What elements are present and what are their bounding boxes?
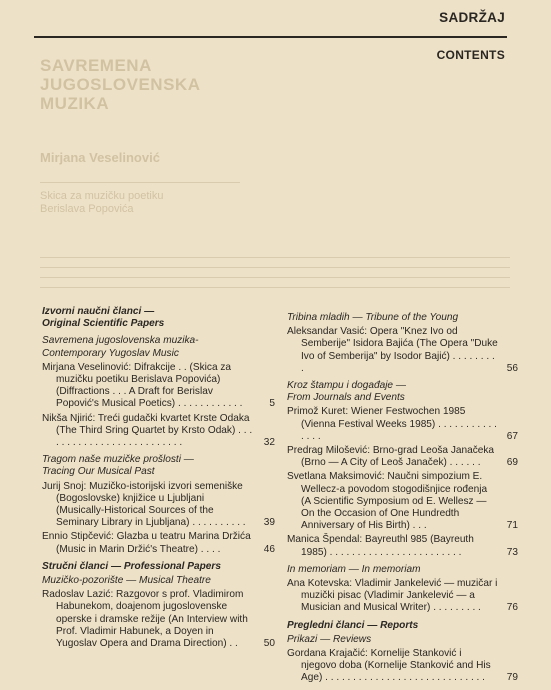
toc-entry-title: Radoslav Lazić: Razgovor s prof. Vladimirom Habunekom, doajenom jugoslovenske operske i dramske režije (An Interview with Prof. Vladimir Habunek, a Doyen in Yugoslav Opera and Drama Direction) . . — [42, 589, 248, 650]
ghost-subtitle: Skica za muzičku poetiku Berislava Popovića — [40, 190, 164, 215]
ghost-author: Mirjana Veselinović — [40, 150, 160, 165]
toc-entry[interactable] — [42, 413, 275, 450]
subsection-heading: Muzičko-pozorište — Musical Theatre — [42, 575, 211, 587]
toc-entry-page: 73 — [506, 546, 518, 558]
subsection-heading-sr: Savremena jugoslovenska muzika- — [42, 335, 199, 347]
toc-entry-page: 79 — [506, 672, 518, 684]
subsection-heading: Tribina mladih — Tribune of the Young — [287, 312, 459, 323]
toc-entry[interactable] — [42, 481, 275, 530]
toc-entry-page: 5 — [269, 398, 275, 410]
section-heading-en: Original Scientific Papers — [42, 318, 165, 330]
subsection-heading — [42, 335, 275, 359]
toc-entry-title: Aleksandar Vasić: Opera "Knez Ivo od Semberije" Isidora Bajića (The Opera "Duke Ivo of Semberija" by Isodor Bajić) . . . . . . . . . — [287, 326, 498, 374]
toc-entry[interactable] — [287, 406, 518, 443]
toc-entry[interactable] — [287, 648, 518, 685]
subsection-heading: Prikazi — Reviews — [287, 633, 372, 645]
toc-entry-title: Primož Kuret: Wiener Festwochen 1985 (Vienna Festival Weeks 1985) . . . . . . . . . . . . . . . — [287, 406, 497, 442]
toc-entry-page: 46 — [263, 543, 275, 555]
toc-entry-page: 39 — [263, 517, 275, 529]
left-column — [42, 306, 275, 652]
toc-entry[interactable] — [287, 534, 518, 558]
ghost-heading: SAVREMENA JUGOSLOVENSKA MUZIKA — [40, 56, 200, 113]
toc-entry-page: 67 — [506, 430, 518, 442]
toc-entry-title: Ana Kotevska: Vladimir Jankelević — muzičar i muzički pisac (Vladimir Jankelević — a Musician and Musical Writer) . . . . . . . . . — [287, 578, 498, 614]
page-title: SADRŽAJ — [439, 10, 505, 25]
toc-entry-page: 32 — [263, 437, 275, 449]
subsection-heading-sr: Kroz štampu i događaje — — [287, 380, 406, 392]
subsection-heading-sr: Tragom naše muzičke prošlosti — — [42, 454, 194, 466]
toc-entry-title: Predrag Milošević: Brno-grad Leoša Janačeka (Brno — A City of Leoš Janaček) . . . . . . — [287, 445, 495, 469]
toc-entry[interactable] — [42, 589, 275, 650]
page-subtitle: CONTENTS — [436, 48, 505, 62]
right-column — [287, 312, 518, 687]
section-heading-sr: Izvorni naučni članci — — [42, 306, 155, 317]
subsection-heading-en: From Journals and Events — [287, 392, 405, 404]
toc-entry[interactable] — [287, 471, 518, 532]
section-heading: Pregledni članci — Reports — [287, 619, 419, 631]
toc-entry-page: 76 — [506, 602, 518, 614]
toc-entry-page: 71 — [506, 520, 518, 532]
toc-entry-title: Mirjana Veselinović: Difrakcije . . (Skica za muzičku poetiku Berislava Popovića) (Diffractions . . . A Draft for Berislav Popović's Musical Poetics) . . . . . . . . . . . . — [42, 361, 243, 410]
toc-entry-title: Jurij Snoj: Muzičko-istorijski izvori semeniške (Bogoslovske) knjižice u Ljubljani (Musically-Historical Sources of the Seminary Library in Ljubljana) . . . . . . . . . . — [42, 480, 246, 529]
ghost-line — [40, 267, 510, 268]
ghost-line — [40, 277, 510, 278]
toc-entry-page: 50 — [263, 638, 275, 650]
section-heading: Stručni članci — Professional Papers — [42, 560, 221, 572]
subsection-heading-en: Tracing Our Musical Past — [42, 466, 155, 478]
subsection-heading: In memoriam — In memoriam — [287, 563, 421, 575]
header-rule — [34, 36, 507, 38]
toc-entry-title: Nikša Njirić: Treći gudački kvartet Krste Odaka (The Third Sring Quartet by Krsto Odak) . . . . . . . . . . . . . . . . . . . . . . . . . . — [42, 412, 253, 449]
toc-entry[interactable] — [42, 362, 275, 411]
toc-entry[interactable] — [287, 578, 518, 615]
ghost-line — [40, 287, 510, 288]
ghost-line — [40, 182, 240, 183]
subsection-heading — [42, 454, 275, 478]
toc-entry-page: 69 — [506, 457, 518, 469]
bleed-through-text — [34, 52, 514, 297]
subsection-heading-en: Contemporary Yugoslav Music — [42, 347, 179, 359]
toc-entry-title: Svetlana Maksimović: Naučni simpozium E. Wellecz-a povodom stogodišnjice rođenja (A Scientific Symposium od E. Wellesz — On the Occasion of One Hundredth Anniversary of His Birth) . . . — [287, 471, 488, 532]
toc-entry[interactable] — [42, 531, 275, 555]
toc-entry[interactable] — [287, 445, 518, 469]
toc-entry-title: Gordana Krajačić: Kornelije Stanković i njegovo doba (Kornelije Stanković and His Age) . . . . . . . . . . . . . . . . . . . . . . . . . . . . . — [287, 648, 491, 684]
section-heading — [42, 306, 275, 330]
ghost-line — [40, 257, 510, 258]
toc-entry-page: 56 — [506, 362, 518, 374]
toc-entry-title: Manica Špendal: Bayreuthl 985 (Bayreuth 1985) . . . . . . . . . . . . . . . . . . . . . . . . — [287, 534, 474, 558]
toc-entry-title: Ennio Stipčević: Glazba u teatru Marina Držića (Music in Marin Držić's Theatre) . . . . — [42, 531, 251, 555]
toc-entry[interactable] — [287, 326, 518, 375]
subsection-heading — [287, 380, 518, 404]
